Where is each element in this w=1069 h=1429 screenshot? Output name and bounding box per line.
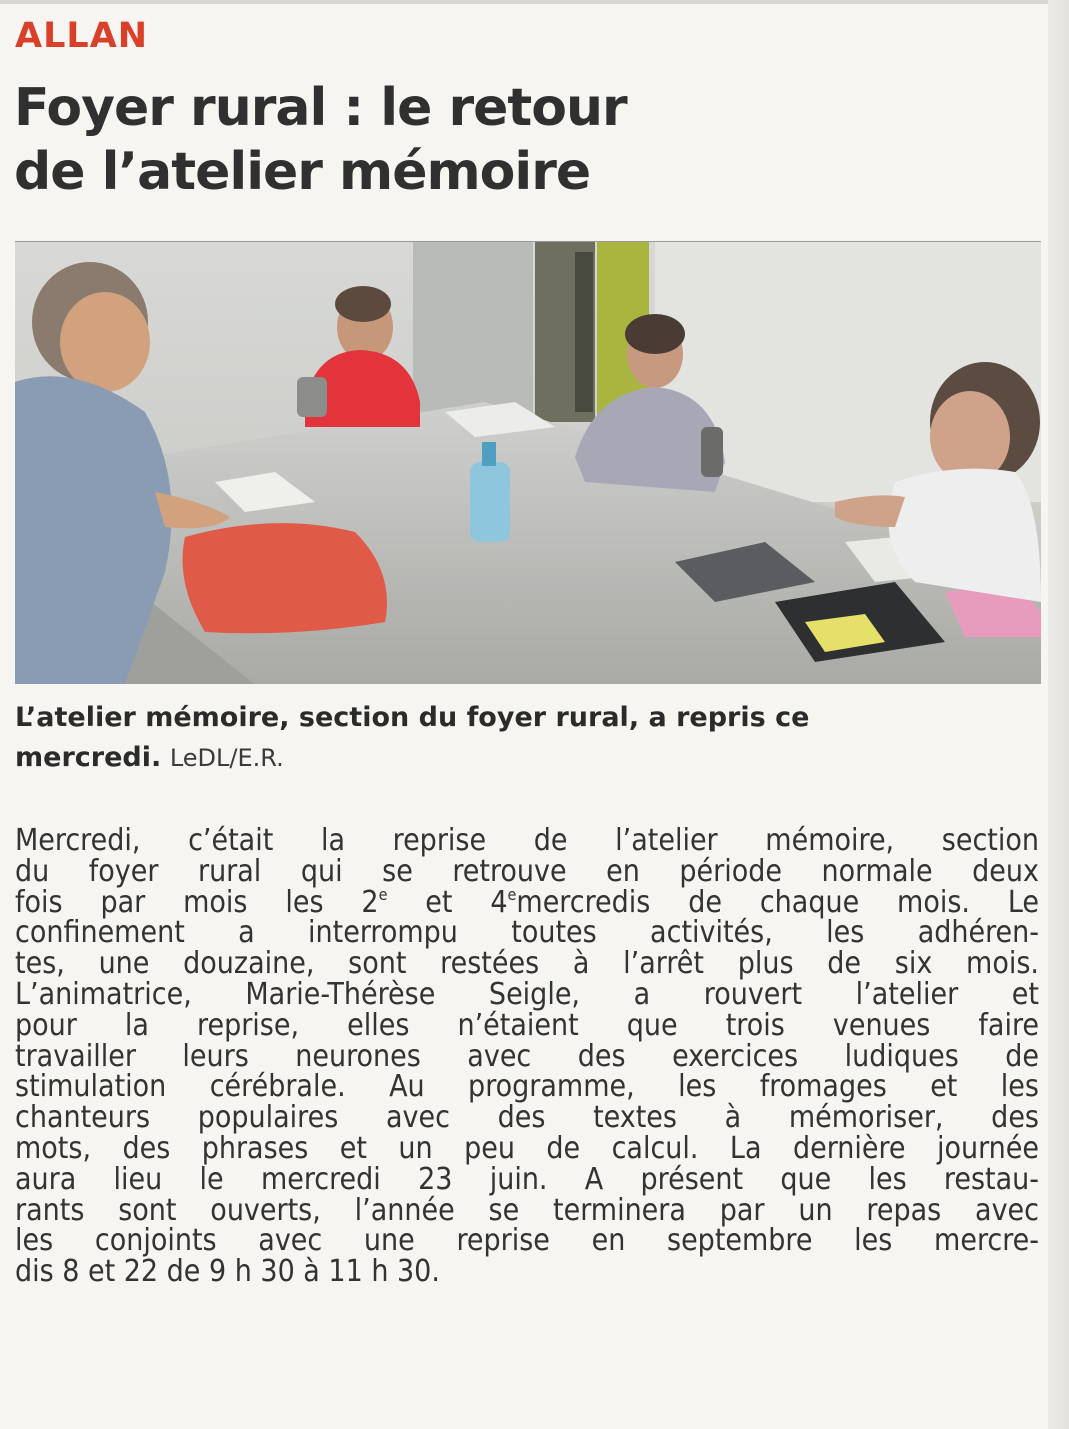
body-line-part: mercredis de chaque mois. Le <box>516 884 1039 920</box>
body-line-part: et 4 <box>387 884 508 920</box>
body-line: dis 8 et 22 de 9 h 30 à 11 h 30. <box>15 1254 440 1290</box>
body-line: les conjoints avec une reprise en septembre les mercre- <box>15 1223 1039 1259</box>
body-line: confinement a interrompu toutes activités, les adhéren- <box>15 915 1039 951</box>
ordinal-sup: e <box>378 884 388 904</box>
photo-illustration <box>15 242 1041 684</box>
body-line <box>15 884 1039 920</box>
headline-line-1: Foyer rural : le retour <box>14 78 627 138</box>
adjacent-column-edge <box>1048 0 1069 1429</box>
body-line: du foyer rural qui se retrouve en période normale deux <box>15 853 1039 889</box>
article-photo <box>15 241 1041 684</box>
body-line: Mercredi, c’était la reprise de l’atelier mémoire, section <box>15 823 1039 858</box>
body-line: tes, une douzaine, sont restées à l’arrêt plus de six mois. <box>15 946 1039 982</box>
article-body <box>15 823 1039 1290</box>
ordinal-sup: e <box>507 884 517 904</box>
body-line: aura lieu le mercredi 23 juin. A présent que les restau- <box>15 1161 1039 1197</box>
body-line-part: fois par mois les 2 <box>15 884 379 920</box>
body-line: rants sont ouverts, l’année se terminera par un repas avec <box>15 1192 1039 1228</box>
caption-text-line-2: mercredi. <box>15 742 162 773</box>
photo-credit: LeDL/E.R. <box>169 744 284 772</box>
body-line: mots, des phrases et un peu de calcul. La dernière journée <box>15 1130 1039 1166</box>
body-line: stimulation cérébrale. Au programme, les fromages et les <box>15 1069 1039 1105</box>
top-rule <box>0 0 1069 4</box>
body-line: pour la reprise, elles n’étaient que trois venues faire <box>15 1007 1039 1043</box>
body-line: chanteurs populaires avec des textes à mémoriser, des <box>15 1100 1039 1136</box>
headline-line-2: de l’atelier mémoire <box>14 142 591 202</box>
photo-caption <box>15 698 1025 778</box>
caption-text-line-1: L’atelier mémoire, section du foyer rural, a repris ce <box>15 702 810 733</box>
body-line: L’animatrice, Marie-Thérèse Seigle, a rouvert l’atelier et <box>15 976 1039 1012</box>
section-kicker: ALLAN <box>15 16 149 56</box>
headline <box>14 76 1024 204</box>
body-line: travailler leurs neurones avec des exercices ludiques de <box>15 1038 1039 1074</box>
